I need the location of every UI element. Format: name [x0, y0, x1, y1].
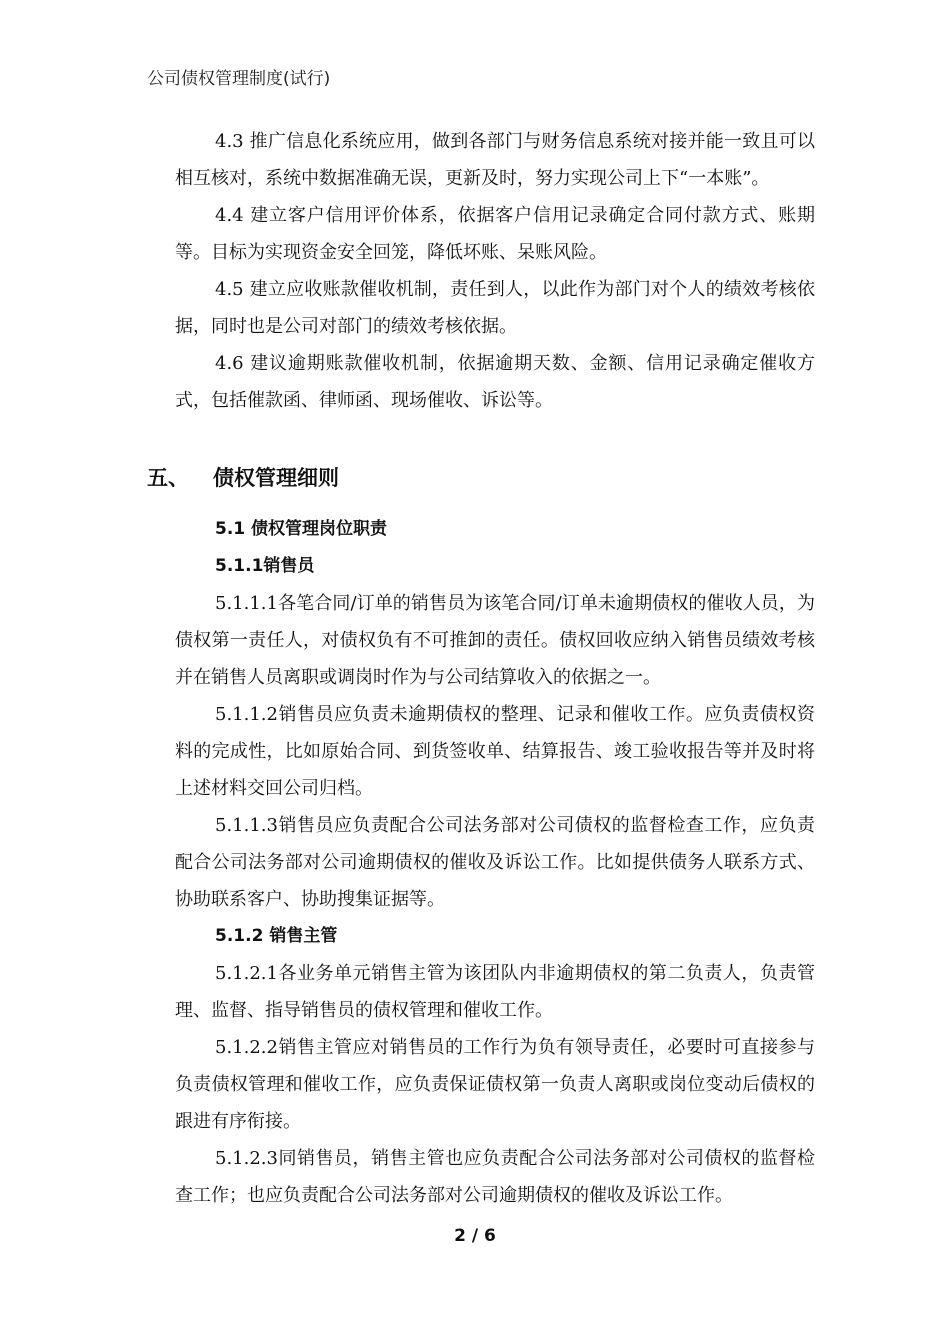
page-number: 2 / 6	[454, 1226, 496, 1246]
paragraph-5-1-1-1: 5.1.1.1各笔合同/订单的销售员为该笔合同/订单未逾期债权的催收人员，为债权第一责任人，对债权负有不可推卸的责任。债权回收应纳入销售员绩效考核并在销售人员离职或调岗时作为与公司结算收入的依据之一。	[175, 593, 815, 688]
paragraph-4-5: 4.5 建立应收账款催收机制，责任到人，以此作为部门对个人的绩效考核依据，同时也是公司对部门的绩效考核依据。	[175, 279, 815, 337]
paragraph-5-1-2-2: 5.1.2.2销售主管应对销售员的工作行为负有领导责任，必要时可直接参与负责债权管理和催收工作，应负责保证债权第一负责人离职或岗位变动后债权的跟进有序衔接。	[175, 1037, 815, 1132]
paragraph-5-1-2-3: 5.1.2.3同销售员，销售主管也应负责配合公司法务部对公司债权的监督检查工作；也应负责配合公司法务部对公司逾期债权的催收及诉讼工作。	[175, 1148, 815, 1206]
paragraph-5-1-2-1: 5.1.2.1各业务单元销售主管为该团队内非逾期债权的第二负责人，负责管理、监督、指导销售员的债权管理和催收工作。	[175, 963, 815, 1021]
section-5-content	[175, 511, 815, 1214]
subheading-5-1: 5.1 债权管理岗位职责	[215, 519, 388, 539]
section-number: 五、	[147, 466, 189, 490]
running-header: 公司债权管理制度(试行)	[147, 69, 331, 89]
paragraph-4-6: 4.6 建议逾期账款催收机制，依据逾期天数、金额、信用记录确定催收方式，包括催款函、律师函、现场催收、诉讼等。	[175, 353, 815, 411]
section-heading	[147, 462, 339, 492]
subheading-5-1-2: 5.1.2 销售主管	[215, 926, 338, 946]
paragraph-4-4: 4.4 建立客户信用评价体系，依据客户信用记录确定合同付款方式、账期等。目标为实现资金安全回笼，降低坏账、呆账风险。	[175, 205, 815, 263]
paragraph-5-1-1-3: 5.1.1.3销售员应负责配合公司法务部对公司债权的监督检查工作，应负责配合公司法务部对公司逾期债权的催收及诉讼工作。比如提供债务人联系方式、协助联系客户、协助搜集证据等。	[175, 815, 815, 910]
section-title: 债权管理细则	[213, 466, 339, 490]
paragraph-4-3: 4.3 推广信息化系统应用，做到各部门与财务信息系统对接并能一致且可以相互核对，系统中数据准确无误，更新及时，努力实现公司上下“一本账”。	[175, 131, 815, 189]
subheading-5-1-1: 5.1.1销售员	[215, 556, 315, 576]
paragraph-5-1-1-2: 5.1.1.2销售员应负责未逾期债权的整理、记录和催收工作。应负责债权资料的完成性，比如原始合同、到货签收单、结算报告、竣工验收报告等并及时将上述材料交回公司归档。	[175, 704, 815, 799]
section-4-paragraphs	[175, 123, 815, 419]
